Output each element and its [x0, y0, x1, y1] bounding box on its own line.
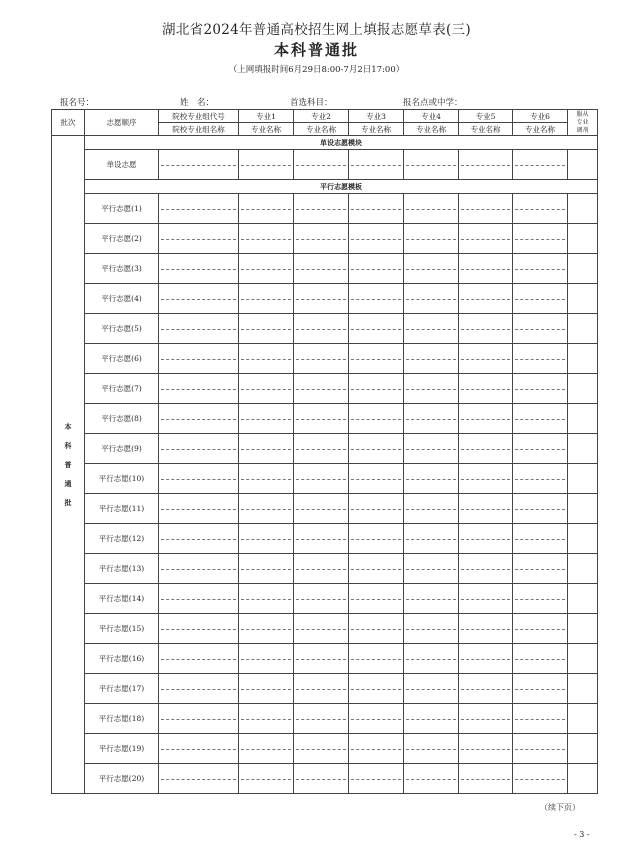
major-entry-cell[interactable] — [459, 224, 513, 254]
major-entry-cell[interactable] — [513, 524, 568, 554]
adjust-entry-cell[interactable] — [568, 284, 598, 314]
major-entry-cell[interactable] — [349, 404, 404, 434]
major-entry-cell[interactable] — [349, 284, 404, 314]
batch-cell — [52, 136, 85, 794]
major-entry-cell[interactable] — [404, 734, 459, 764]
major-entry-cell[interactable] — [513, 704, 568, 734]
continue-note: （续下页） — [540, 803, 580, 812]
parallel-volunteer-label: 平行志愿(1) — [85, 194, 159, 224]
major-entry-cell[interactable] — [239, 554, 294, 584]
major-entry-cell[interactable] — [404, 404, 459, 434]
group-code-header: 院校专业组代号 — [159, 110, 239, 123]
major-1-header: 专业1 — [239, 110, 294, 123]
adjust-entry-cell[interactable] — [568, 314, 598, 344]
major-entry-cell[interactable] — [239, 404, 294, 434]
parallel-volunteer-label: 平行志愿(10) — [85, 464, 159, 494]
major-entry-cell[interactable] — [294, 464, 349, 494]
batch-char: 通 — [64, 479, 72, 488]
adjust-entry-cell[interactable] — [568, 344, 598, 374]
major-entry-cell[interactable] — [239, 644, 294, 674]
major-entry-cell[interactable] — [239, 314, 294, 344]
single-volunteer-row — [52, 150, 598, 180]
major-entry-cell[interactable] — [513, 674, 568, 704]
parallel-volunteer-row — [52, 434, 598, 464]
parallel-volunteer-label: 平行志愿(20) — [85, 764, 159, 794]
major-entry-cell[interactable] — [349, 644, 404, 674]
major-entry-cell[interactable] — [239, 464, 294, 494]
form-subtitle: 本科普通批 — [273, 41, 359, 59]
group-entry-cell[interactable] — [159, 554, 239, 584]
fill-time-note: （上网填报时间6月29日8:00-7月2日17:00） — [228, 65, 405, 75]
major-3-header: 专业3 — [349, 110, 404, 123]
adjust-entry-cell[interactable] — [568, 404, 598, 434]
parallel-volunteer-row — [52, 674, 598, 704]
exam-no-label: 报名号： — [60, 98, 95, 108]
volunteer-table — [51, 109, 598, 794]
major-entry-cell[interactable] — [404, 644, 459, 674]
parallel-volunteer-label: 平行志愿(14) — [85, 584, 159, 614]
major-3-name-header: 专业名称 — [349, 123, 404, 136]
major-entry-cell[interactable] — [239, 614, 294, 644]
major-entry-cell[interactable] — [294, 764, 349, 794]
parallel-volunteer-row — [52, 734, 598, 764]
major-2-name-header: 专业名称 — [294, 123, 349, 136]
major-entry-cell[interactable] — [459, 554, 513, 584]
major-entry-cell[interactable] — [513, 494, 568, 524]
major-entry-cell[interactable] — [404, 764, 459, 794]
major-entry-cell[interactable] — [349, 734, 404, 764]
order-header: 志愿顺序 — [85, 110, 159, 136]
parallel-volunteer-label: 平行志愿(2) — [85, 224, 159, 254]
major-entry-cell[interactable] — [513, 434, 568, 464]
major-entry-cell[interactable] — [349, 254, 404, 284]
group-entry-cell[interactable] — [159, 404, 239, 434]
parallel-volunteer-row — [52, 494, 598, 524]
major-entry-cell[interactable] — [294, 494, 349, 524]
name-label: 姓 名： — [180, 98, 215, 108]
major-entry-cell[interactable] — [404, 554, 459, 584]
major-entry-cell[interactable] — [404, 150, 459, 180]
parallel-volunteer-row — [52, 704, 598, 734]
major-entry-cell[interactable] — [404, 254, 459, 284]
parallel-volunteer-row — [52, 554, 598, 584]
adjust-entry-cell[interactable] — [568, 494, 598, 524]
major-entry-cell[interactable] — [349, 524, 404, 554]
parallel-volunteer-row — [52, 254, 598, 284]
major-entry-cell[interactable] — [349, 494, 404, 524]
major-entry-cell[interactable] — [239, 224, 294, 254]
major-entry-cell[interactable] — [459, 704, 513, 734]
adjust-header-line-1: 服从 — [576, 110, 589, 118]
group-entry-cell[interactable] — [159, 524, 239, 554]
major-entry-cell[interactable] — [239, 254, 294, 284]
major-entry-cell[interactable] — [239, 764, 294, 794]
major-entry-cell[interactable] — [349, 374, 404, 404]
single-module-title: 单设志愿模块 — [85, 136, 598, 150]
major-entry-cell[interactable] — [349, 314, 404, 344]
major-entry-cell[interactable] — [513, 374, 568, 404]
major-entry-cell[interactable] — [239, 584, 294, 614]
major-entry-cell[interactable] — [404, 524, 459, 554]
single-volunteer-label: 单设志愿 — [85, 150, 159, 180]
major-entry-cell[interactable] — [239, 674, 294, 704]
parallel-volunteer-label: 平行志愿(9) — [85, 434, 159, 464]
major-entry-cell[interactable] — [294, 254, 349, 284]
adjust-entry-cell[interactable] — [568, 254, 598, 284]
group-entry-cell[interactable] — [159, 584, 239, 614]
group-entry-cell[interactable] — [159, 284, 239, 314]
header-row-1 — [52, 110, 598, 123]
batch-header: 批次 — [52, 110, 85, 136]
major-entry-cell[interactable] — [294, 344, 349, 374]
major-entry-cell[interactable] — [404, 674, 459, 704]
parallel-volunteer-row — [52, 194, 598, 224]
page-number: - 3 - — [574, 830, 590, 839]
school-label: 报名点或中学： — [403, 98, 463, 108]
parallel-volunteer-row — [52, 524, 598, 554]
major-entry-cell[interactable] — [349, 764, 404, 794]
parallel-module-title: 平行志愿模板 — [85, 180, 598, 194]
major-entry-cell[interactable] — [349, 434, 404, 464]
major-entry-cell[interactable] — [404, 614, 459, 644]
major-entry-cell[interactable] — [404, 434, 459, 464]
parallel-volunteer-label: 平行志愿(4) — [85, 284, 159, 314]
major-2-header: 专业2 — [294, 110, 349, 123]
parallel-volunteer-row — [52, 404, 598, 434]
major-entry-cell[interactable] — [513, 734, 568, 764]
major-entry-cell[interactable] — [239, 150, 294, 180]
major-entry-cell[interactable] — [513, 150, 568, 180]
parallel-volunteer-row — [52, 764, 598, 794]
parallel-volunteer-row — [52, 614, 598, 644]
major-entry-cell[interactable] — [513, 194, 568, 224]
parallel-volunteer-label: 平行志愿(17) — [85, 674, 159, 704]
major-entry-cell[interactable] — [459, 194, 513, 224]
major-entry-cell[interactable] — [294, 194, 349, 224]
major-entry-cell[interactable] — [404, 494, 459, 524]
major-entry-cell[interactable] — [513, 284, 568, 314]
major-entry-cell[interactable] — [513, 764, 568, 794]
group-name-header: 院校专业组名称 — [159, 123, 239, 136]
parallel-volunteer-row — [52, 344, 598, 374]
major-entry-cell[interactable] — [349, 674, 404, 704]
parallel-volunteer-row — [52, 374, 598, 404]
adjust-header — [568, 110, 598, 136]
major-entry-cell[interactable] — [239, 494, 294, 524]
major-entry-cell[interactable] — [459, 644, 513, 674]
major-4-name-header: 专业名称 — [404, 123, 459, 136]
major-entry-cell[interactable] — [404, 374, 459, 404]
major-entry-cell[interactable] — [239, 434, 294, 464]
parallel-volunteer-row — [52, 314, 598, 344]
major-entry-cell[interactable] — [294, 674, 349, 704]
major-entry-cell[interactable] — [239, 284, 294, 314]
adjust-entry-cell[interactable] — [568, 374, 598, 404]
major-entry-cell[interactable] — [404, 314, 459, 344]
parallel-volunteer-row — [52, 584, 598, 614]
group-entry-cell[interactable] — [159, 344, 239, 374]
parallel-volunteer-row — [52, 464, 598, 494]
major-entry-cell[interactable] — [239, 374, 294, 404]
major-entry-cell[interactable] — [239, 704, 294, 734]
parallel-volunteer-label: 平行志愿(18) — [85, 704, 159, 734]
parallel-volunteer-row — [52, 644, 598, 674]
major-entry-cell[interactable] — [294, 284, 349, 314]
major-entry-cell[interactable] — [404, 704, 459, 734]
major-entry-cell[interactable] — [294, 404, 349, 434]
adjust-entry-cell[interactable] — [568, 704, 598, 734]
batch-char: 批 — [64, 498, 72, 507]
group-entry-cell[interactable] — [159, 194, 239, 224]
major-entry-cell[interactable] — [404, 224, 459, 254]
major-entry-cell[interactable] — [404, 464, 459, 494]
major-entry-cell[interactable] — [459, 524, 513, 554]
major-entry-cell[interactable] — [513, 464, 568, 494]
major-entry-cell[interactable] — [513, 584, 568, 614]
major-entry-cell[interactable] — [459, 254, 513, 284]
single-module-row — [52, 136, 598, 150]
adjust-header-line-2: 专业 — [576, 118, 589, 126]
major-entry-cell[interactable] — [513, 344, 568, 374]
adjust-entry-cell[interactable] — [568, 464, 598, 494]
group-entry-cell[interactable] — [159, 150, 239, 180]
major-entry-cell[interactable] — [404, 344, 459, 374]
major-entry-cell[interactable] — [239, 194, 294, 224]
group-entry-cell[interactable] — [159, 314, 239, 344]
adjust-entry-cell[interactable] — [568, 194, 598, 224]
major-entry-cell[interactable] — [459, 674, 513, 704]
major-entry-cell[interactable] — [349, 704, 404, 734]
adjust-entry-cell[interactable] — [568, 224, 598, 254]
major-entry-cell[interactable] — [513, 254, 568, 284]
major-entry-cell[interactable] — [349, 584, 404, 614]
group-entry-cell[interactable] — [159, 734, 239, 764]
major-entry-cell[interactable] — [459, 464, 513, 494]
group-entry-cell[interactable] — [159, 464, 239, 494]
parallel-volunteer-label: 平行志愿(3) — [85, 254, 159, 284]
major-entry-cell[interactable] — [459, 374, 513, 404]
group-entry-cell[interactable] — [159, 434, 239, 464]
adjust-entry-cell[interactable] — [568, 584, 598, 614]
major-4-header: 专业4 — [404, 110, 459, 123]
major-entry-cell[interactable] — [349, 224, 404, 254]
major-entry-cell[interactable] — [239, 734, 294, 764]
major-entry-cell[interactable] — [294, 224, 349, 254]
group-entry-cell[interactable] — [159, 494, 239, 524]
major-entry-cell[interactable] — [459, 584, 513, 614]
major-entry-cell[interactable] — [349, 554, 404, 584]
adjust-entry-cell[interactable] — [568, 764, 598, 794]
major-entry-cell[interactable] — [459, 494, 513, 524]
major-entry-cell[interactable] — [349, 344, 404, 374]
adjust-entry-cell[interactable] — [568, 674, 598, 704]
parallel-volunteer-label: 平行志愿(6) — [85, 344, 159, 374]
parallel-volunteer-label: 平行志愿(19) — [85, 734, 159, 764]
major-entry-cell[interactable] — [294, 704, 349, 734]
major-entry-cell[interactable] — [459, 284, 513, 314]
parallel-volunteer-label: 平行志愿(15) — [85, 614, 159, 644]
major-5-header: 专业5 — [459, 110, 513, 123]
major-entry-cell[interactable] — [294, 314, 349, 344]
major-entry-cell[interactable] — [459, 434, 513, 464]
major-entry-cell[interactable] — [349, 464, 404, 494]
group-entry-cell[interactable] — [159, 764, 239, 794]
group-entry-cell[interactable] — [159, 374, 239, 404]
major-entry-cell[interactable] — [349, 614, 404, 644]
parallel-volunteer-label: 平行志愿(13) — [85, 554, 159, 584]
form-title: 湖北省2024年普通高校招生网上填报志愿草表(三) — [162, 22, 471, 38]
parallel-volunteer-label: 平行志愿(12) — [85, 524, 159, 554]
major-entry-cell[interactable] — [513, 554, 568, 584]
major-entry-cell[interactable] — [294, 150, 349, 180]
major-entry-cell[interactable] — [404, 194, 459, 224]
group-entry-cell[interactable] — [159, 254, 239, 284]
group-entry-cell[interactable] — [159, 614, 239, 644]
major-entry-cell[interactable] — [513, 404, 568, 434]
adjust-header-line-3: 调剂 — [576, 126, 589, 134]
parallel-volunteer-label: 平行志愿(7) — [85, 374, 159, 404]
major-5-name-header: 专业名称 — [459, 123, 513, 136]
group-entry-cell[interactable] — [159, 644, 239, 674]
major-entry-cell[interactable] — [459, 344, 513, 374]
major-entry-cell[interactable] — [239, 524, 294, 554]
major-entry-cell[interactable] — [513, 644, 568, 674]
major-6-name-header: 专业名称 — [513, 123, 568, 136]
major-entry-cell[interactable] — [294, 434, 349, 464]
major-entry-cell[interactable] — [294, 584, 349, 614]
adjust-entry-cell[interactable] — [568, 734, 598, 764]
adjust-entry-cell[interactable] — [568, 150, 598, 180]
major-entry-cell[interactable] — [459, 314, 513, 344]
parallel-volunteer-label: 平行志愿(11) — [85, 494, 159, 524]
major-entry-cell[interactable] — [349, 194, 404, 224]
adjust-entry-cell[interactable] — [568, 434, 598, 464]
major-1-name-header: 专业名称 — [239, 123, 294, 136]
major-entry-cell[interactable] — [459, 764, 513, 794]
group-entry-cell[interactable] — [159, 224, 239, 254]
major-entry-cell[interactable] — [459, 150, 513, 180]
batch-char: 科 — [64, 441, 72, 450]
major-entry-cell[interactable] — [513, 314, 568, 344]
parallel-volunteer-label: 平行志愿(8) — [85, 404, 159, 434]
parallel-volunteer-label: 平行志愿(5) — [85, 314, 159, 344]
group-entry-cell[interactable] — [159, 674, 239, 704]
parallel-module-row — [52, 180, 598, 194]
major-entry-cell[interactable] — [294, 524, 349, 554]
major-entry-cell[interactable] — [294, 554, 349, 584]
major-entry-cell[interactable] — [404, 584, 459, 614]
major-entry-cell[interactable] — [294, 644, 349, 674]
major-entry-cell[interactable] — [294, 734, 349, 764]
adjust-entry-cell[interactable] — [568, 524, 598, 554]
group-entry-cell[interactable] — [159, 704, 239, 734]
major-entry-cell[interactable] — [459, 734, 513, 764]
major-entry-cell[interactable] — [513, 224, 568, 254]
parallel-volunteer-row — [52, 224, 598, 254]
major-entry-cell[interactable] — [294, 614, 349, 644]
major-entry-cell[interactable] — [349, 150, 404, 180]
parallel-volunteer-label: 平行志愿(16) — [85, 644, 159, 674]
major-6-header: 专业6 — [513, 110, 568, 123]
major-entry-cell[interactable] — [513, 614, 568, 644]
batch-char: 本 — [64, 422, 72, 431]
first-subject-label: 首选科目： — [290, 98, 333, 108]
batch-char: 普 — [64, 460, 72, 469]
adjust-entry-cell[interactable] — [568, 644, 598, 674]
major-entry-cell[interactable] — [294, 374, 349, 404]
major-entry-cell[interactable] — [404, 284, 459, 314]
adjust-entry-cell[interactable] — [568, 614, 598, 644]
major-entry-cell[interactable] — [459, 614, 513, 644]
parallel-volunteer-row — [52, 284, 598, 314]
major-entry-cell[interactable] — [239, 344, 294, 374]
major-entry-cell[interactable] — [459, 404, 513, 434]
adjust-entry-cell[interactable] — [568, 554, 598, 584]
